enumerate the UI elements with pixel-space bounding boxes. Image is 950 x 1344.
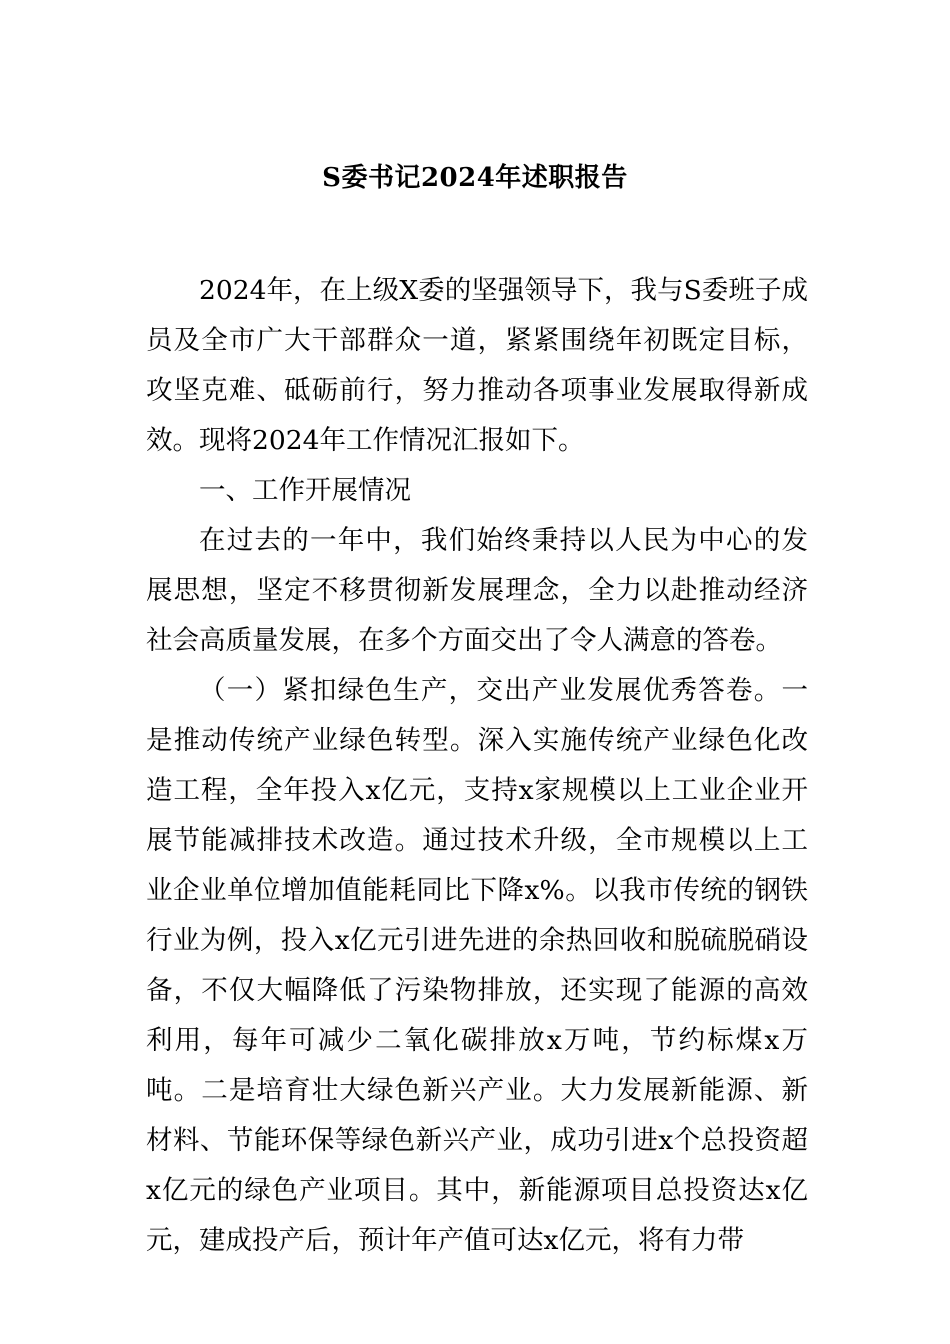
section-heading: 一、工作开展情况 (199, 475, 411, 506)
paragraph-overview: 在过去的一年中，我们始终秉持以人民为中心的发展思想，坚定不移贯彻新发展理念，全力以赴推动经济社会高质量发展，在多个方面交出了令人满意的答卷。 (146, 525, 808, 656)
paragraph-intro: 2024年，在上级X委的坚强领导下，我与S委班子成员及全市广大干部群众一道，紧紧围绕年初既定目标，攻坚克难、砥砺前行，努力推动各项事业发展取得新成效。现将2024年工作情况汇报如下。 (146, 275, 808, 456)
document-body (146, 266, 808, 1266)
paragraph-green-production: （一）紧扣绿色生产，交出产业发展优秀答卷。一是推动传统产业绿色转型。深入实施传统产业绿色化改造工程，全年投入x亿元，支持x家规模以上工业企业开展节能减排技术改造。通过技术升级，全市规模以上工业企业单位增加值能耗同比下降x%。以我市传统的钢铁行业为例，投入x亿元引进先进的余热回收和脱硫脱硝设备，不仅大幅降低了污染物排放，还实现了能源的高效利用，每年可减少二氧化碳排放x万吨，节约标煤x万吨。二是培育壮大绿色新兴产业。大力发展新能源、新材料、节能环保等绿色新兴产业，成功引进x个总投资超x亿元的绿色产业项目。其中，新能源项目总投资达x亿元，建成投产后，预计年产值可达x亿元，将有力带 (146, 675, 808, 1256)
document-title: S委书记2024年述职报告 (322, 163, 628, 193)
